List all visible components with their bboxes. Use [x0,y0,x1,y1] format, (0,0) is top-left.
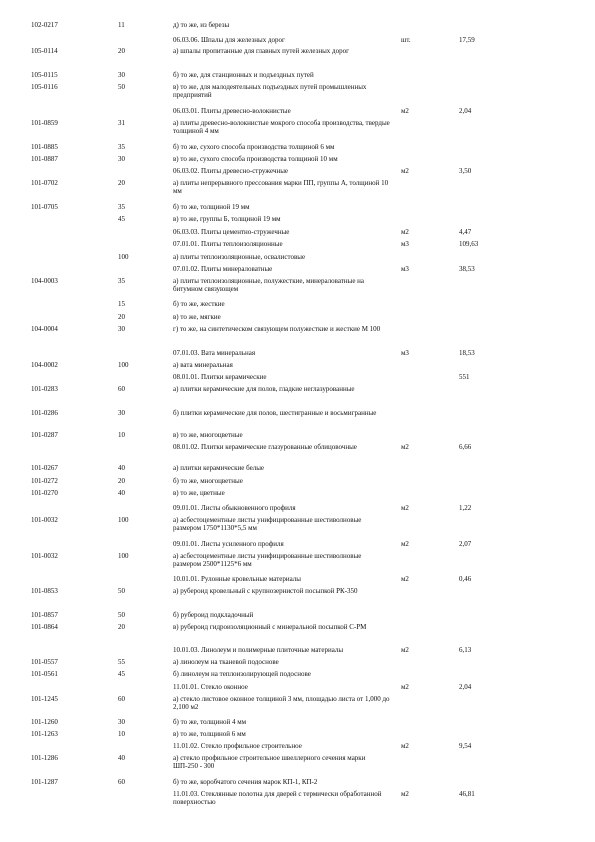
cell-num: 15 [118,300,125,308]
cell-code: 101-0705 [31,203,58,211]
cell-price: 38,53 [459,265,475,273]
cell-num: 10 [118,431,125,439]
cell-num: 60 [118,778,125,786]
cell-desc: а) шпалы пропитанные для главных путей железных дорог [173,47,349,55]
cell-desc: 07.01.03. Вата минеральная [173,349,256,357]
cell-desc: б) плитки керамические для полов, шестигранные и восьмигранные [173,409,377,417]
cell-desc: б) линолеум на теплоизолирующей подоснове [173,670,311,678]
cell-desc: а) стекло листовое оконное толщиной 3 мм, площадью листа от 1,000 до 2,100 м2 [173,695,390,711]
cell-num: 30 [118,155,125,163]
cell-code: 101-0561 [31,670,58,678]
cell-desc: а) плитки керамические белые [173,464,265,472]
cell-code: 101-1260 [31,718,58,726]
cell-code: 101-0885 [31,143,58,151]
cell-desc: 10.01.03. Линолеум и полимерные плиточные материалы [173,646,344,654]
cell-desc: б) то же, коробчатого сечения марок КП-1, КП-2 [173,778,318,786]
cell-desc: в) то же, цветные [173,489,225,497]
cell-num: 100 [118,253,129,261]
cell-num: 20 [118,47,125,55]
cell-desc: а) рубероид кровельный с крупнозернистой посыпкой РК-350 [173,587,358,595]
cell-desc: а) асбестоцементные листы унифицированные шестиволновые размером 1750*1130*5,5 мм [173,516,362,532]
cell-code: 101-0864 [31,623,58,631]
cell-desc: г) то же, на синтетическом связующем полужесткие и жесткие М 100 [173,325,381,333]
cell-desc: б) то же, для станционных и подъездных путей [173,71,314,79]
cell-desc: 08.01.02. Плитки керамические глазурованные облицовочные [173,443,357,451]
cell-code: 101-0702 [31,179,58,187]
cell-num: 35 [118,277,125,285]
cell-num: 40 [118,754,125,762]
cell-desc: 09.01.01. Листы обыкновенного профиля [173,504,296,512]
cell-code: 101-0283 [31,385,58,393]
cell-desc: 07.01.02. Плиты минераловатные [173,265,273,273]
cell-desc: 06.03.01. Плиты древесно-волокнистые [173,107,291,115]
cell-desc: б) рубероид подкладочный [173,611,254,619]
cell-num: 60 [118,385,125,393]
cell-num: 55 [118,658,125,666]
cell-num: 30 [118,71,125,79]
cell-desc: 09.01.01. Листы усиленного профиля [173,540,284,548]
cell-desc: а) асбестоцементные листы унифицированные шестиволновые размером 2500*1125*6 мм [173,552,362,568]
cell-code: 101-0032 [31,516,58,524]
cell-price: 6,13 [459,646,472,654]
cell-desc: а) плиты теплоизоляционные, полужесткие, минераловатные на битумном связующем [173,277,365,293]
cell-price: 2,07 [459,540,472,548]
cell-num: 100 [118,516,129,524]
cell-code: 101-0267 [31,464,58,472]
cell-code: 101-0286 [31,409,58,417]
cell-code: 101-0853 [31,587,58,595]
cell-desc: д) то же, из березы [173,21,230,29]
cell-num: 50 [118,83,125,91]
cell-num: 40 [118,489,125,497]
cell-unit: м2 [401,683,409,691]
cell-desc: 10.01.01. Рулонные кровельные материалы [173,575,301,583]
cell-num: 45 [118,215,125,223]
cell-unit: м2 [401,443,409,451]
cell-unit: м2 [401,646,409,654]
cell-unit: шт. [401,36,411,44]
cell-desc: б) то же, толщиной 19 мм [173,203,250,211]
cell-unit: м3 [401,265,409,273]
cell-num: 20 [118,477,125,485]
cell-unit: м3 [401,349,409,357]
cell-desc: в) рубероид гидроизоляционный с минеральной посыпкой С-РМ [173,623,367,631]
cell-desc: 06.03.03. Плиты цементно-стружечные [173,228,290,236]
cell-desc: 08.01.01. Плитки керамические [173,373,267,381]
cell-unit: м2 [401,107,409,115]
cell-num: 100 [118,361,129,369]
cell-code: 101-1286 [31,754,58,762]
cell-price: 17,59 [459,36,475,44]
cell-desc: 11.01.03. Стеклянные полотна для дверей с термически обработанной поверхностью [173,790,382,806]
cell-code: 101-0859 [31,119,58,127]
cell-num: 31 [118,119,125,127]
cell-desc: а) плиты непрерывного прессования марки ПП, группы А, толщиной 10 мм [173,179,389,195]
cell-num: 10 [118,730,125,738]
cell-code: 101-0270 [31,489,58,497]
cell-code: 101-0887 [31,155,58,163]
cell-code: 101-0557 [31,658,58,666]
cell-code: 101-0272 [31,477,58,485]
cell-price: 2,04 [459,683,472,691]
cell-code: 105-0116 [31,83,58,91]
cell-desc: 11.01.02. Стекло профильное строительное [173,742,302,750]
cell-code: 101-1263 [31,730,58,738]
cell-num: 20 [118,313,125,321]
cell-num: 45 [118,670,125,678]
cell-num: 100 [118,552,129,560]
cell-desc: 07.01.01. Плиты теплоизоляционные [173,240,283,248]
cell-code: 101-1245 [31,695,58,703]
cell-num: 35 [118,203,125,211]
cell-unit: м2 [401,575,409,583]
cell-num: 35 [118,143,125,151]
cell-desc: 11.01.01. Стекло оконное [173,683,248,691]
cell-code: 101-0032 [31,552,58,560]
cell-num: 30 [118,325,125,333]
cell-code: 101-0857 [31,611,58,619]
cell-num: 11 [118,21,125,29]
cell-desc: б) то же, сухого способа производства толщиной 6 мм [173,143,335,151]
cell-desc: в) то же, многоцветные [173,431,243,439]
cell-price: 0,46 [459,575,472,583]
cell-desc: а) плиты древесно-волокнистые мокрого способа производства, твердые толщиной 4 мм [173,119,390,135]
cell-desc: а) стекло профильное строительное швеллерного сечения марки ШП-250 - 300 [173,754,366,770]
cell-desc: б) то же, толщиной 4 мм [173,718,247,726]
cell-price: 18,53 [459,349,475,357]
cell-num: 30 [118,409,125,417]
cell-code: 101-0287 [31,431,58,439]
cell-desc: а) плиты теплоизоляционные, освалистовые [173,253,306,261]
cell-desc: в) то же, толщиной 6 мм [173,730,246,738]
cell-unit: м2 [401,742,409,750]
cell-code: 105-0114 [31,47,58,55]
cell-desc: б) то же, жесткие [173,300,225,308]
cell-num: 40 [118,464,125,472]
cell-desc: б) то же, многоцветные [173,477,243,485]
cell-code: 101-1287 [31,778,58,786]
cell-desc: в) то же, группы Б, толщиной 19 мм [173,215,281,223]
cell-unit: м2 [401,790,409,798]
cell-unit: м2 [401,228,409,236]
cell-unit: м2 [401,504,409,512]
cell-unit: м3 [401,240,409,248]
cell-code: 105-0115 [31,71,58,79]
cell-desc: в) то же, мягкие [173,313,221,321]
cell-num: 30 [118,718,125,726]
cell-unit: м2 [401,540,409,548]
cell-num: 60 [118,695,125,703]
cell-num: 20 [118,623,125,631]
cell-num: 20 [118,179,125,187]
cell-num: 50 [118,611,125,619]
cell-desc: 06.03.02. Плиты древесно-стружечные [173,167,289,175]
cell-desc: а) плитки керамические для полов, гладкие неглазурованные [173,385,355,393]
cell-desc: в) то же, для малодеятельных подъездных путей промышленных предприятий [173,83,367,99]
cell-unit: м2 [401,167,409,175]
cell-price: 3,50 [459,167,472,175]
cell-desc: а) вата минеральная [173,361,233,369]
cell-price: 2,04 [459,107,472,115]
cell-desc: а) линолеум на тканевой подоснове [173,658,279,666]
cell-price: 4,47 [459,228,472,236]
cell-price: 6,66 [459,443,472,451]
cell-price: 46,81 [459,790,475,798]
cell-code: 104-0004 [31,325,58,333]
cell-code: 102-0217 [31,21,58,29]
cell-code: 104-0003 [31,277,58,285]
cell-price: 109,63 [459,240,479,248]
cell-desc: в) то же, сухого способа производства толщиной 10 мм [173,155,338,163]
cell-price: 9,54 [459,742,472,750]
cell-num: 50 [118,587,125,595]
cell-desc: 06.03.06. Шпалы для железных дорог [173,36,285,44]
cell-code: 104-0002 [31,361,58,369]
cell-price: 551 [459,373,470,381]
cell-price: 1,22 [459,504,472,512]
